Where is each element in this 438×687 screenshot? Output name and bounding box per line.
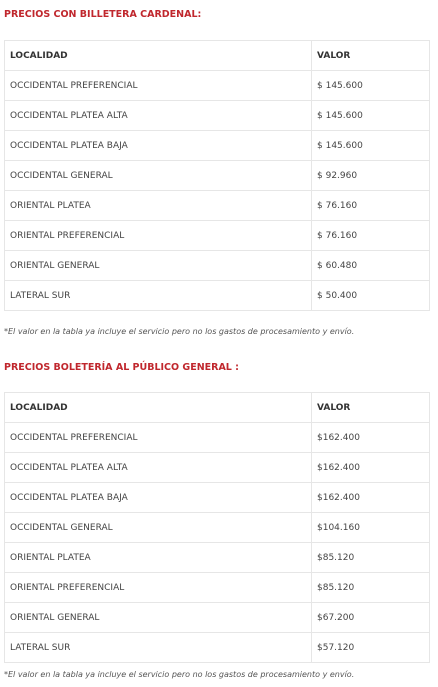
- cell-localidad: OCCIDENTAL PLATEA ALTA: [5, 101, 312, 131]
- cell-localidad: LATERAL SUR: [5, 633, 312, 663]
- cell-localidad: ORIENTAL PLATEA: [5, 543, 312, 573]
- cell-localidad: ORIENTAL GENERAL: [5, 603, 312, 633]
- column-header-localidad: LOCALIDAD: [5, 41, 312, 71]
- table-row: [5, 603, 430, 633]
- table-row: [5, 633, 430, 663]
- cell-localidad: OCCIDENTAL PLATEA ALTA: [5, 453, 312, 483]
- cell-localidad: OCCIDENTAL PREFERENCIAL: [5, 71, 312, 101]
- cell-valor: $ 145.600: [312, 131, 430, 161]
- table-row: [5, 281, 430, 311]
- table-row: [5, 513, 430, 543]
- cell-localidad: ORIENTAL PLATEA: [5, 191, 312, 221]
- cell-localidad: LATERAL SUR: [5, 281, 312, 311]
- cell-valor: $104.160: [312, 513, 430, 543]
- table-row: [5, 251, 430, 281]
- section-title-publico-general: PRECIOS BOLETERÍA AL PÚBLICO GENERAL :: [4, 362, 239, 373]
- table-row: [5, 423, 430, 453]
- cell-valor: $ 76.160: [312, 191, 430, 221]
- table-row: [5, 543, 430, 573]
- table-row: [5, 161, 430, 191]
- price-table-billetera: [4, 40, 430, 311]
- table-row: [5, 573, 430, 603]
- cell-valor: $162.400: [312, 483, 430, 513]
- cell-localidad: OCCIDENTAL PLATEA BAJA: [5, 483, 312, 513]
- column-header-valor: VALOR: [312, 41, 430, 71]
- cell-localidad: OCCIDENTAL PLATEA BAJA: [5, 131, 312, 161]
- table-footnote-billetera: *El valor en la tabla ya incluye el servicio pero no los gastos de procesamiento y envío.: [4, 327, 355, 336]
- cell-localidad: OCCIDENTAL GENERAL: [5, 161, 312, 191]
- cell-localidad: OCCIDENTAL GENERAL: [5, 513, 312, 543]
- cell-valor: $ 60.480: [312, 251, 430, 281]
- table-row: [5, 71, 430, 101]
- cell-valor: $ 145.600: [312, 101, 430, 131]
- cell-localidad: OCCIDENTAL PREFERENCIAL: [5, 423, 312, 453]
- cell-valor: $ 92.960: [312, 161, 430, 191]
- cell-valor: $57.120: [312, 633, 430, 663]
- section-title-billetera: PRECIOS CON BILLETERA CARDENAL:: [4, 9, 202, 20]
- table-row: [5, 221, 430, 251]
- cell-valor: $85.120: [312, 543, 430, 573]
- cell-localidad: ORIENTAL GENERAL: [5, 251, 312, 281]
- column-header-localidad: LOCALIDAD: [5, 393, 312, 423]
- table-header-row: [5, 41, 430, 71]
- table-footnote-publico-general: *El valor en la tabla ya incluye el servicio pero no los gastos de procesamiento y envío.: [4, 670, 355, 679]
- table-row: [5, 101, 430, 131]
- cell-valor: $ 50.400: [312, 281, 430, 311]
- cell-valor: $ 145.600: [312, 71, 430, 101]
- column-header-valor: VALOR: [312, 393, 430, 423]
- table-row: [5, 483, 430, 513]
- cell-localidad: ORIENTAL PREFERENCIAL: [5, 573, 312, 603]
- cell-valor: $67.200: [312, 603, 430, 633]
- table-row: [5, 191, 430, 221]
- cell-valor: $162.400: [312, 423, 430, 453]
- cell-valor: $162.400: [312, 453, 430, 483]
- cell-valor: $85.120: [312, 573, 430, 603]
- table-row: [5, 131, 430, 161]
- table-row: [5, 453, 430, 483]
- cell-valor: $ 76.160: [312, 221, 430, 251]
- table-header-row: [5, 393, 430, 423]
- cell-localidad: ORIENTAL PREFERENCIAL: [5, 221, 312, 251]
- price-table-publico-general: [4, 392, 430, 663]
